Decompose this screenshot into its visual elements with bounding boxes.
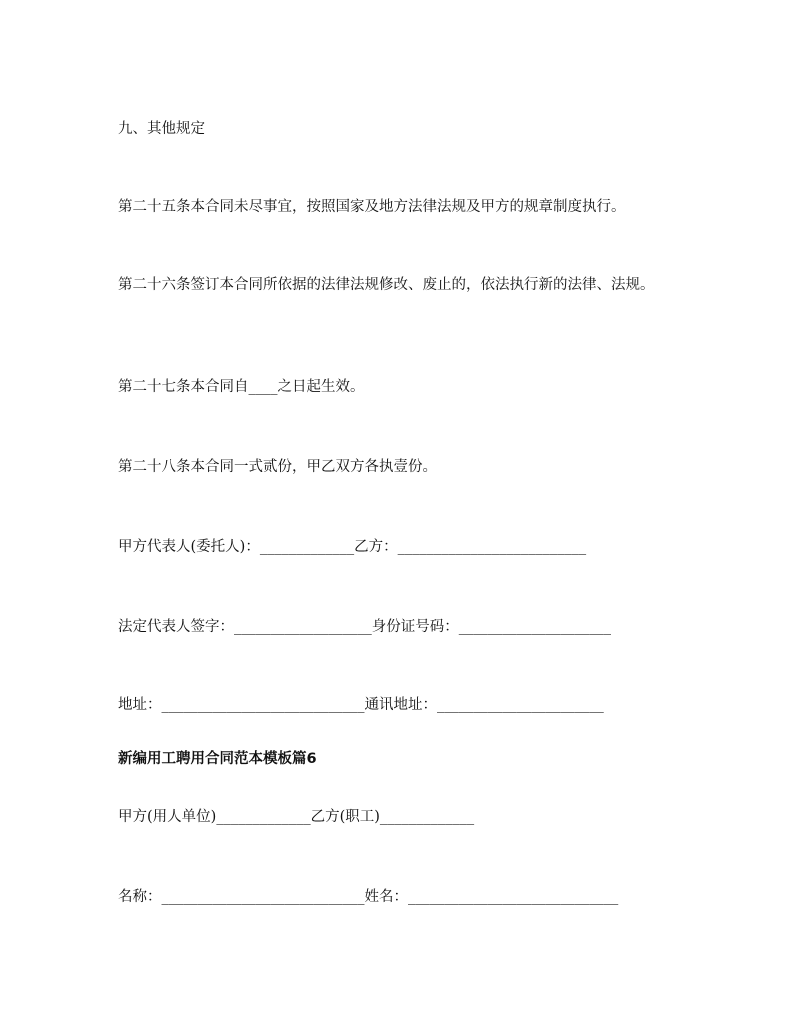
- template-name-line: 名称：____________________________姓名：_____________________________: [118, 889, 619, 905]
- signature-legal-representative: 法定代表人签字：___________________身份证号码：_____________________: [118, 619, 611, 635]
- template-heading: 新编用工聘用合同范本模板篇6: [118, 751, 317, 767]
- article-25: 第二十五条本合同未尽事宜，按照国家及地方法律法规及甲方的规章制度执行。: [118, 199, 626, 215]
- signature-address: 地址：____________________________通讯地址：_______________________: [118, 697, 604, 713]
- article-27: 第二十七条本合同自____之日起生效。: [118, 379, 365, 395]
- signature-party-a-representative: 甲方代表人(委托人)：_____________乙方：__________________________: [118, 539, 587, 555]
- article-28: 第二十八条本合同一式贰份，甲乙双方各执壹份。: [118, 459, 437, 475]
- article-26: 第二十六条签订本合同所依据的法律法规修改、废止的，依法执行新的法律、法规。: [118, 277, 655, 293]
- section-title: 九、其他规定: [118, 121, 205, 137]
- template-parties-line: 甲方(用人单位)_____________乙方(职工)_____________: [118, 809, 475, 825]
